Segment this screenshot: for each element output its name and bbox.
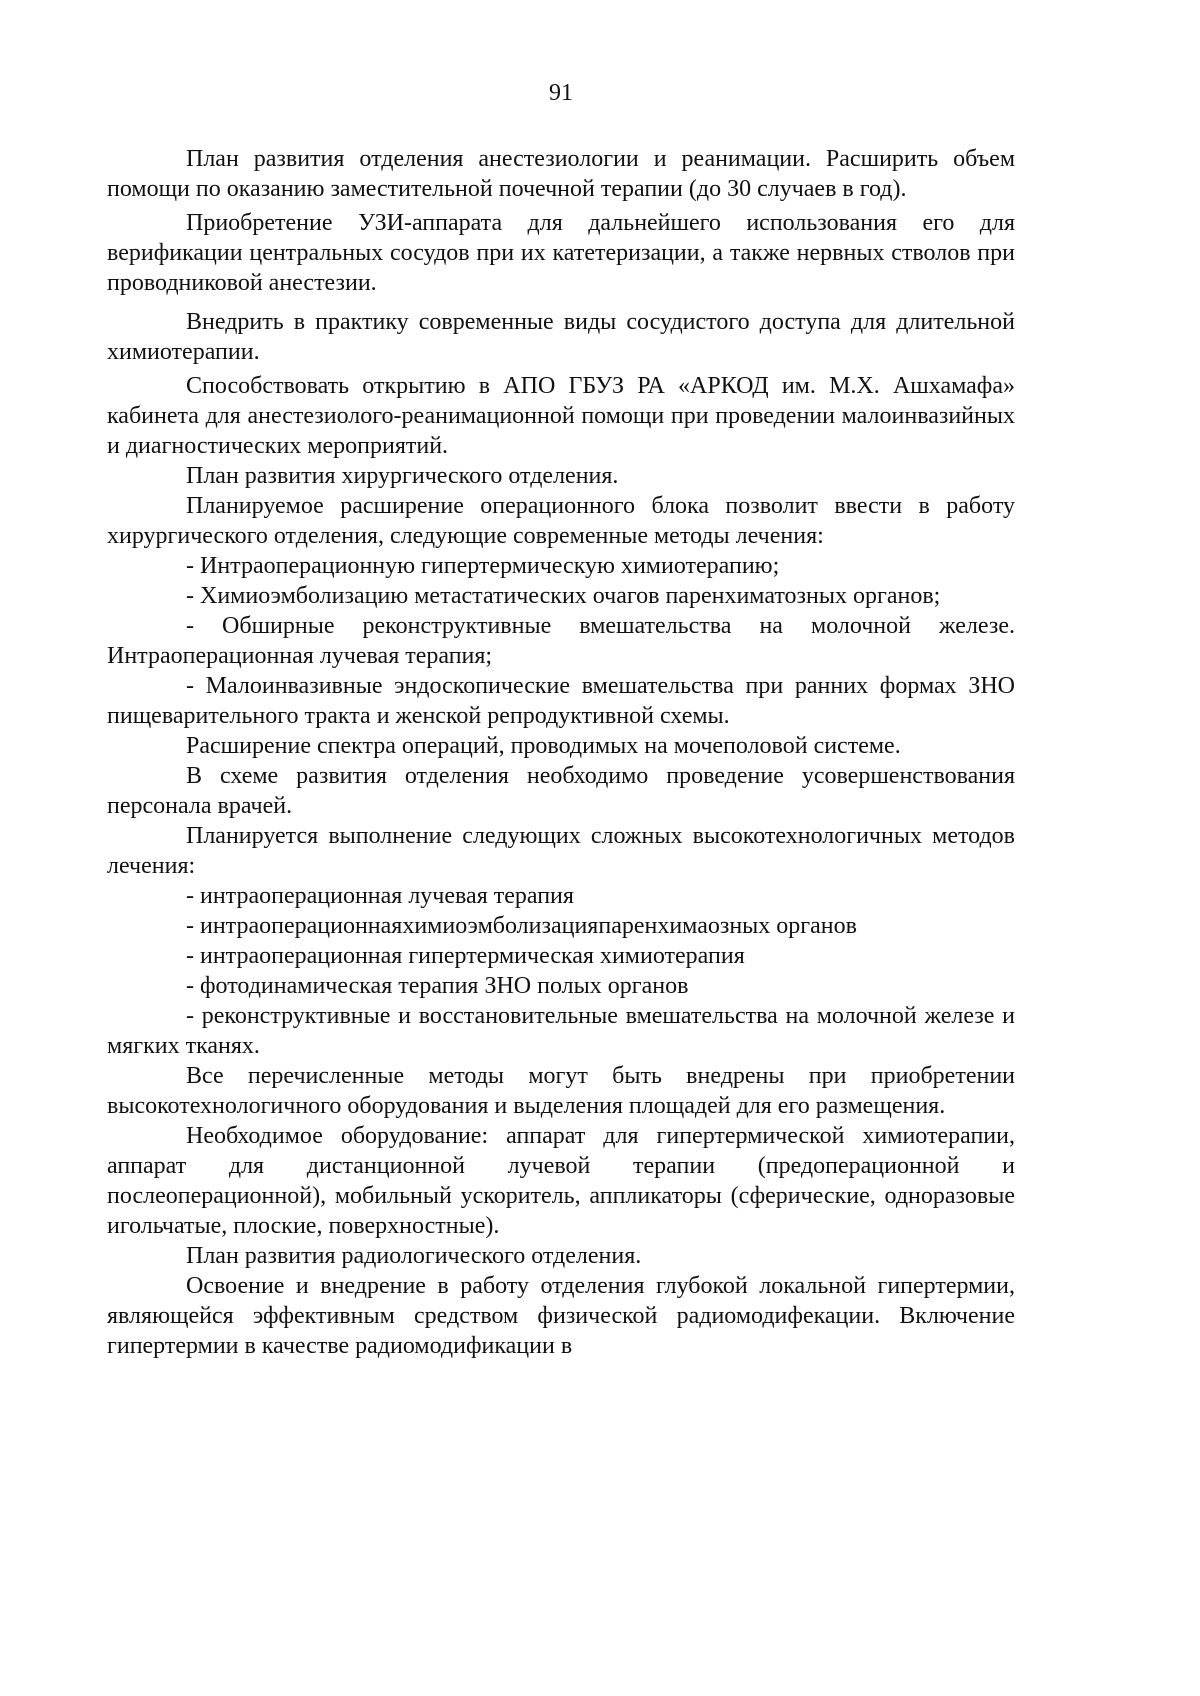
list-item: - фотодинамическая терапия ЗНО полых органов: [186, 973, 689, 999]
list-item: - интраоперационнаяхимиоэмболизацияпаренхимаозных органов: [186, 913, 857, 939]
paragraph: План развития отделения анестезиологии и реанимации. Расширить объем помощи по оказанию заместительной почечной терапии (до 30 случаев в год).: [107, 146, 1015, 202]
list-item: - интраоперационная лучевая терапия: [186, 883, 574, 909]
list-item: - Малоинвазивные эндоскопические вмешательства при ранних формах ЗНО пищеварительного тракта и женской репродуктивной схемы.: [107, 673, 1015, 729]
paragraph: Планируемое расширение операционного блока позволит ввести в работу хирургического отделения, следующие современные методы лечения:: [107, 493, 1015, 549]
paragraph: Освоение и внедрение в работу отделения глубокой локальной гипертермии, являющейся эффективным средством физической радиомодифекации. Включение гипертермии в качестве радиомодификации в: [107, 1273, 1015, 1359]
page-number: 91: [549, 80, 573, 106]
paragraph: Способствовать открытию в АПО ГБУЗ РА «АРКОД им. М.Х. Ашхамафа» кабинета для анестезиолого-реанимационной помощи при проведении малоинвазийных и диагностических мероприятий.: [107, 373, 1015, 459]
paragraph: Расширение спектра операций, проводимых на мочеполовой системе.: [186, 733, 901, 759]
list-item: - Интраоперационную гипертермическую химиотерапию;: [186, 553, 780, 579]
document-body: [107, 144, 1015, 1361]
list-item: - реконструктивные и восстановительные вмешательства на молочной железе и мягких тканях.: [107, 1003, 1015, 1059]
paragraph: План развития хирургического отделения.: [186, 463, 619, 489]
list-item: - Обширные реконструктивные вмешательства на молочной железе. Интраоперационная лучевая терапия;: [107, 613, 1015, 669]
paragraph: Приобретение УЗИ-аппарата для дальнейшего использования его для верификации центральных сосудов при их катетеризации, а также нервных стволов при проводниковой анестезии.: [107, 210, 1015, 296]
paragraph: В схеме развития отделения необходимо проведение усовершенствования персонала врачей.: [107, 763, 1015, 819]
paragraph: Все перечисленные методы могут быть внедрены при приобретении высокотехнологичного оборудования и выделения площадей для его размещения.: [107, 1063, 1015, 1119]
paragraph: Планируется выполнение следующих сложных высокотехнологичных методов лечения:: [107, 823, 1015, 879]
paragraph: Внедрить в практику современные виды сосудистого доступа для длительной химиотерапии.: [107, 309, 1015, 365]
list-item: - Химиоэмболизацию метастатических очагов паренхиматозных органов;: [186, 583, 941, 609]
paragraph: Необходимое оборудование: аппарат для гипертермической химиотерапии, аппарат для дистанционной лучевой терапии (предоперационной и послеоперационной), мобильный ускоритель, аппликаторы (сферические, одноразовые игольчатые, плоские, поверхностные).: [107, 1123, 1015, 1239]
list-item: - интраоперационная гипертермическая химиотерапия: [186, 943, 745, 969]
paragraph: План развития радиологического отделения.: [186, 1243, 642, 1269]
